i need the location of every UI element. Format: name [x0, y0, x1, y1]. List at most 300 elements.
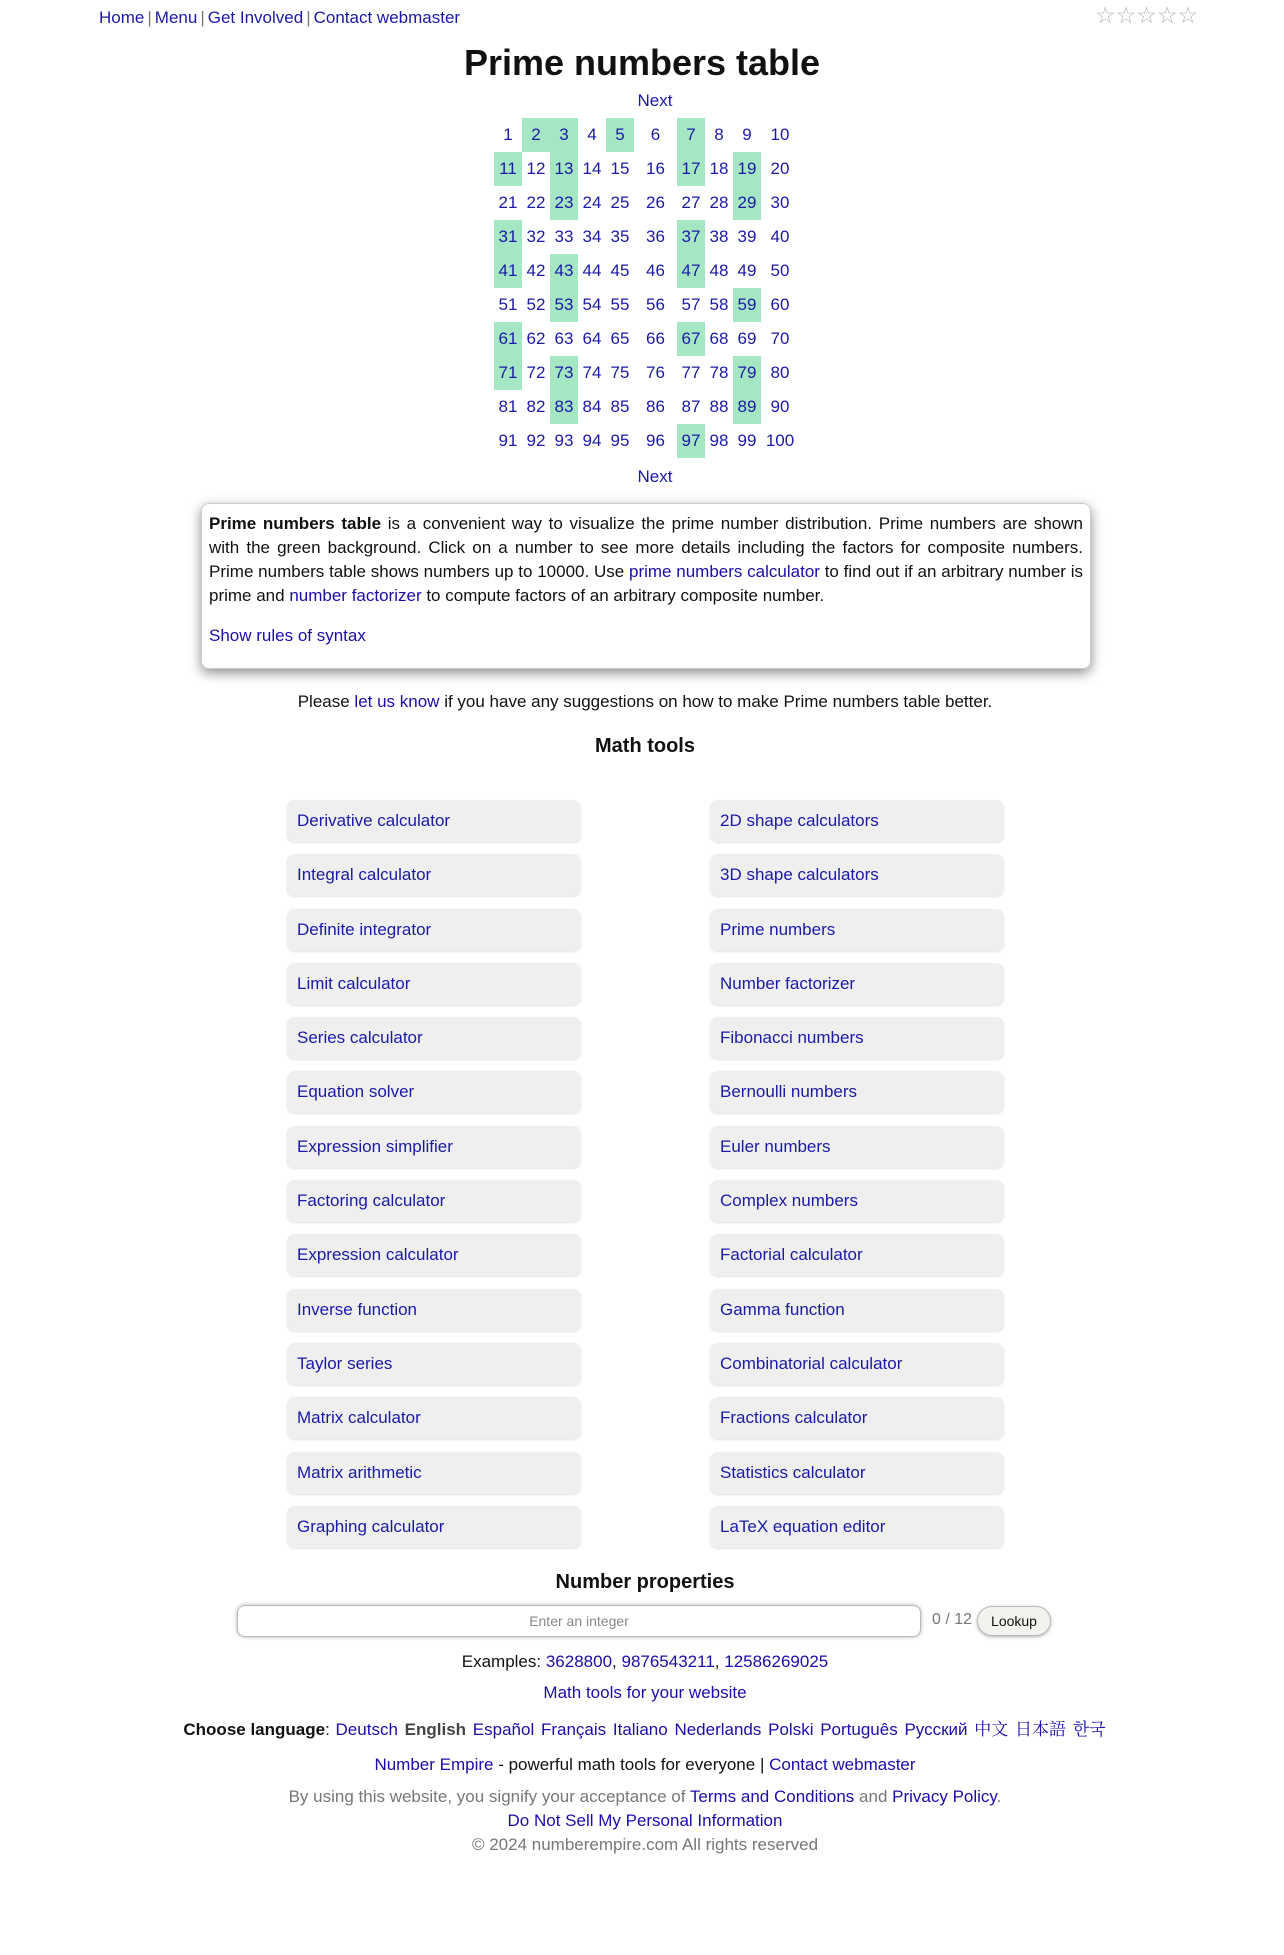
number-link[interactable]: 2 [531, 125, 541, 144]
number-link[interactable]: 73 [554, 363, 574, 382]
grid-row [494, 356, 799, 390]
number-cell [733, 424, 761, 458]
number-cell [761, 424, 799, 458]
number-cell [677, 288, 705, 322]
prime-cell [677, 254, 705, 288]
math-tool-button[interactable]: Series calculator [287, 1017, 581, 1059]
number-cell [705, 424, 733, 458]
number-cell [606, 288, 634, 322]
number-link[interactable]: 82 [526, 397, 546, 416]
number-cell [761, 254, 799, 288]
math-tool-button[interactable]: Fibonacci numbers [710, 1017, 1004, 1059]
number-cell [761, 322, 799, 356]
description-part: to find out if an arbitrary number is prime and [209, 562, 1083, 605]
prime-cell [494, 254, 522, 288]
number-link[interactable]: 8 [714, 125, 724, 144]
footer-brand-line [0, 1755, 1284, 1775]
language-colon: : [325, 1720, 335, 1739]
number-link[interactable]: 87 [681, 397, 701, 416]
number-link[interactable]: 38 [709, 227, 729, 246]
terms-line [0, 1787, 1284, 1807]
number-cell [606, 186, 634, 220]
number-cell [494, 186, 522, 220]
top-nav [99, 8, 460, 28]
show-syntax-rules-link[interactable]: Show rules of syntax [209, 626, 366, 645]
number-link[interactable]: 45 [610, 261, 630, 280]
number-link[interactable]: 66 [646, 329, 665, 348]
number-cell [522, 220, 550, 254]
number-link[interactable]: 23 [554, 193, 574, 212]
star-icon[interactable]: ☆ [1115, 2, 1137, 28]
description-box [201, 503, 1091, 669]
number-cell [550, 424, 578, 458]
number-link[interactable]: 90 [770, 397, 790, 416]
number-link[interactable]: 35 [610, 227, 630, 246]
number-link[interactable]: 47 [681, 261, 701, 280]
grid-row [494, 288, 799, 322]
prime-cell [606, 118, 634, 152]
language-link[interactable]: Polski [768, 1720, 814, 1739]
examples-sep: , [714, 1652, 725, 1671]
number-cell [522, 254, 550, 288]
number-cell [578, 390, 606, 424]
grid-row [494, 322, 799, 356]
number-link[interactable]: 33 [554, 227, 574, 246]
number-cell [634, 322, 677, 356]
suggest-pre: Please [297, 692, 355, 711]
number-link[interactable]: 39 [737, 227, 757, 246]
math-tool-button[interactable]: Combinatorial calculator [710, 1343, 1004, 1385]
number-link[interactable]: 91 [498, 431, 518, 450]
number-link[interactable]: 79 [737, 363, 757, 382]
number-link[interactable]: 11 [499, 159, 517, 178]
math-tool-button[interactable]: 3D shape calculators [710, 854, 1004, 896]
number-cell [634, 186, 677, 220]
number-link[interactable]: 4 [587, 125, 597, 144]
page-title: Prime numbers table [463, 42, 821, 83]
math-tool-button[interactable]: Euler numbers [710, 1126, 1004, 1168]
math-tool-button[interactable]: Definite integrator [287, 909, 581, 951]
privacy-link[interactable]: Privacy Policy [892, 1787, 997, 1806]
number-cell [733, 220, 761, 254]
number-link[interactable]: 81 [498, 397, 518, 416]
language-link[interactable]: 日本語 [1015, 1720, 1066, 1739]
number-cell [634, 152, 677, 186]
math-tool-button[interactable]: Number factorizer [710, 963, 1004, 1005]
prime-cell [550, 356, 578, 390]
number-link[interactable]: 92 [526, 431, 546, 450]
nav-separator: | [306, 8, 311, 27]
math-tool-button[interactable]: Expression simplifier [287, 1126, 581, 1168]
number-cell [705, 220, 733, 254]
footer-contact-link[interactable]: Contact webmaster [769, 1755, 916, 1774]
math-tools-title: Math tools [595, 735, 695, 757]
number-link[interactable]: 76 [646, 363, 665, 382]
number-link[interactable]: 46 [646, 261, 665, 280]
number-link[interactable]: 20 [770, 159, 790, 178]
number-link[interactable]: 97 [681, 431, 701, 450]
math-tool-button[interactable]: Matrix arithmetic [287, 1452, 581, 1494]
number-cell [761, 186, 799, 220]
number-cell [578, 288, 606, 322]
math-tool-button[interactable]: Graphing calculator [287, 1506, 581, 1548]
number-link[interactable]: 89 [737, 397, 757, 416]
description-bold: Prime numbers table [209, 514, 382, 533]
star-icon[interactable]: ☆ [1156, 2, 1178, 28]
number-cell [761, 356, 799, 390]
number-link[interactable]: 28 [709, 193, 729, 212]
language-label: Choose language [183, 1720, 326, 1739]
example-link[interactable]: 9876543211 [621, 1652, 715, 1671]
number-link[interactable]: 27 [681, 193, 701, 212]
math-tool-button[interactable]: Statistics calculator [710, 1452, 1004, 1494]
number-link[interactable]: 26 [646, 193, 665, 212]
prime-cell [522, 118, 550, 152]
number-cell [494, 118, 522, 152]
number-link[interactable]: 85 [610, 397, 630, 416]
math-tool-button[interactable]: Complex numbers [710, 1180, 1004, 1222]
prime-cell [733, 390, 761, 424]
number-cell [606, 254, 634, 288]
number-cell [705, 118, 733, 152]
number-link[interactable]: 40 [770, 227, 790, 246]
number-link[interactable]: 84 [582, 397, 602, 416]
math-tool-button[interactable]: Equation solver [287, 1071, 581, 1113]
number-cell [578, 356, 606, 390]
math-tool-button[interactable]: Bernoulli numbers [710, 1071, 1004, 1113]
math-tools-right-column [710, 800, 1004, 1560]
number-cell [522, 288, 550, 322]
number-cell [677, 186, 705, 220]
number-cell [761, 220, 799, 254]
language-link[interactable]: 中文 [974, 1720, 1009, 1739]
examples-sep: , [612, 1652, 622, 1671]
prime-cell [677, 118, 705, 152]
number-link[interactable]: 18 [709, 159, 729, 178]
language-link[interactable]: Русский [904, 1720, 968, 1739]
number-link[interactable]: 72 [526, 363, 546, 382]
number-link[interactable]: 5 [615, 125, 625, 144]
number-link[interactable]: 50 [770, 261, 790, 280]
grid-row [494, 220, 799, 254]
number-link[interactable]: 3 [559, 125, 569, 144]
number-link[interactable]: 98 [709, 431, 729, 450]
number-link[interactable]: 78 [709, 363, 729, 382]
number-cell [522, 322, 550, 356]
number-cell [634, 118, 677, 152]
prime-cell [677, 322, 705, 356]
number-link[interactable]: 53 [554, 295, 574, 314]
number-cell [705, 322, 733, 356]
number-link[interactable]: 19 [737, 159, 757, 178]
website-tools-link[interactable]: Math tools for your website [543, 1683, 747, 1702]
suggestion-line [0, 692, 1284, 712]
number-cell [634, 356, 677, 390]
number-cell [494, 424, 522, 458]
number-link[interactable]: 62 [526, 329, 546, 348]
math-tool-button[interactable]: Prime numbers [710, 909, 1004, 951]
nav-home-link[interactable]: Home [99, 8, 145, 27]
rating-stars [1095, 2, 1198, 29]
number-factorizer-link[interactable]: number factorizer [289, 586, 422, 605]
number-link[interactable]: 95 [610, 431, 630, 450]
number-link[interactable]: 44 [582, 261, 602, 280]
number-cell [578, 424, 606, 458]
number-cell [634, 288, 677, 322]
number-cell [606, 356, 634, 390]
number-cell [761, 390, 799, 424]
number-link[interactable]: 69 [737, 329, 757, 348]
number-link[interactable]: 55 [610, 295, 630, 314]
number-cell [606, 390, 634, 424]
nav-get-involved-link[interactable]: Get Involved [207, 8, 304, 27]
number-link[interactable]: 37 [681, 227, 701, 246]
number-link[interactable]: 1 [503, 125, 513, 144]
number-properties-title: Number properties [555, 1571, 735, 1593]
number-cell [677, 390, 705, 424]
number-link[interactable]: 77 [681, 363, 701, 382]
number-link[interactable]: 58 [709, 295, 729, 314]
grid-row [494, 390, 799, 424]
number-link[interactable]: 7 [686, 125, 696, 144]
number-cell [761, 288, 799, 322]
language-link[interactable]: Français [540, 1720, 607, 1739]
terms-link[interactable]: Terms and Conditions [689, 1787, 855, 1806]
number-cell [578, 254, 606, 288]
description-text [209, 512, 1083, 608]
example-link[interactable]: 3628800 [545, 1652, 613, 1671]
language-link[interactable]: Español [472, 1720, 535, 1739]
prime-cell [677, 220, 705, 254]
number-link[interactable]: 24 [582, 193, 602, 212]
number-link[interactable]: 71 [498, 363, 518, 382]
math-tools-left-column [287, 800, 581, 1560]
prime-numbers-calculator-link[interactable]: prime numbers calculator [628, 562, 820, 581]
examples-label: Examples: [461, 1652, 546, 1671]
number-link[interactable]: 49 [737, 261, 757, 280]
number-cell [705, 152, 733, 186]
language-link[interactable]: Italiano [612, 1720, 668, 1739]
math-tool-button[interactable]: Fractions calculator [710, 1397, 1004, 1439]
footer-tagline: - powerful math tools for everyone | [493, 1755, 770, 1774]
language-link[interactable]: Português [820, 1720, 898, 1739]
number-link[interactable]: 17 [681, 159, 701, 178]
number-link[interactable]: 61 [498, 329, 518, 348]
number-link[interactable]: 15 [610, 159, 630, 178]
terms-period: . [996, 1787, 1002, 1806]
math-tool-button[interactable]: Factorial calculator [710, 1234, 1004, 1276]
number-cell [578, 186, 606, 220]
number-cell [550, 220, 578, 254]
next-link-bottom[interactable]: Next [637, 467, 673, 486]
description-part: to compute factors of an arbitrary composite number. [421, 586, 825, 605]
number-link[interactable]: 68 [709, 329, 729, 348]
language-chooser [0, 1715, 1284, 1740]
prime-cell [494, 322, 522, 356]
nav-contact-link[interactable]: Contact webmaster [313, 8, 461, 27]
grid-row [494, 424, 799, 458]
number-link[interactable]: 93 [554, 431, 574, 450]
number-link[interactable]: 21 [498, 193, 518, 212]
prime-cell [494, 220, 522, 254]
prime-cell [733, 186, 761, 220]
prime-numbers-grid [494, 118, 799, 458]
language-link[interactable]: Nederlands [674, 1720, 762, 1739]
number-link[interactable]: 31 [498, 227, 518, 246]
number-empire-link[interactable]: Number Empire [374, 1755, 494, 1774]
number-link[interactable]: 16 [646, 159, 665, 178]
number-cell [606, 220, 634, 254]
number-link[interactable]: 41 [498, 261, 518, 280]
number-cell [578, 118, 606, 152]
char-counter: 0 / 12 [931, 1611, 973, 1628]
math-tool-button[interactable]: Matrix calculator [287, 1397, 581, 1439]
number-link[interactable]: 67 [681, 329, 701, 348]
number-link[interactable]: 34 [582, 227, 602, 246]
next-link-top[interactable]: Next [637, 91, 673, 110]
number-cell [522, 390, 550, 424]
number-link[interactable]: 6 [650, 125, 661, 144]
star-icon[interactable]: ☆ [1136, 2, 1157, 28]
math-tool-button[interactable]: Integral calculator [287, 854, 581, 896]
number-lookup-form [237, 1605, 1057, 1641]
example-link[interactable]: 12586269025 [724, 1652, 829, 1671]
number-cell [522, 356, 550, 390]
language-link[interactable]: Deutsch [335, 1720, 398, 1739]
nav-separator: | [147, 8, 152, 27]
number-cell [606, 152, 634, 186]
number-link[interactable]: 86 [646, 397, 665, 416]
number-link[interactable]: 80 [770, 363, 790, 382]
number-link[interactable]: 99 [737, 431, 757, 450]
number-link[interactable]: 14 [582, 159, 602, 178]
number-link[interactable]: 32 [526, 227, 546, 246]
star-icon[interactable]: ☆ [1095, 2, 1116, 28]
number-cell [705, 254, 733, 288]
number-link[interactable]: 57 [681, 295, 701, 314]
number-link[interactable]: 56 [646, 295, 665, 314]
number-link[interactable]: 51 [498, 295, 518, 314]
grid-row [494, 118, 799, 152]
do-not-sell-link[interactable]: Do Not Sell My Personal Information [507, 1811, 783, 1830]
number-link[interactable]: 13 [554, 159, 574, 178]
number-link[interactable]: 88 [709, 397, 729, 416]
language-link[interactable]: 한국 [1072, 1720, 1106, 1739]
prime-cell [550, 390, 578, 424]
number-link[interactable]: 74 [582, 363, 602, 382]
prime-cell [550, 288, 578, 322]
grid-row [494, 152, 799, 186]
math-tool-button[interactable]: Derivative calculator [287, 800, 581, 842]
prime-cell [733, 356, 761, 390]
number-link[interactable]: 48 [709, 261, 729, 280]
math-tool-button[interactable]: Factoring calculator [287, 1180, 581, 1222]
grid-row [494, 186, 799, 220]
number-cell [522, 424, 550, 458]
number-cell [705, 288, 733, 322]
let-us-know-link[interactable]: let us know [354, 692, 440, 711]
math-tool-button[interactable]: Taylor series [287, 1343, 581, 1385]
number-cell [578, 322, 606, 356]
number-link[interactable]: 30 [770, 193, 790, 212]
number-link[interactable]: 42 [526, 261, 546, 280]
number-cell [634, 390, 677, 424]
number-cell [761, 118, 799, 152]
number-cell [578, 220, 606, 254]
number-cell [522, 186, 550, 220]
prime-cell [677, 424, 705, 458]
nav-menu-link[interactable]: Menu [154, 8, 198, 27]
number-link[interactable]: 59 [737, 295, 757, 314]
number-cell [733, 254, 761, 288]
math-tool-button[interactable]: Expression calculator [287, 1234, 581, 1276]
number-cell [733, 322, 761, 356]
suggest-post: if you have any suggestions on how to make Prime numbers table better. [439, 692, 993, 711]
number-cell [606, 322, 634, 356]
terms-and: and [854, 1787, 893, 1806]
number-cell [606, 424, 634, 458]
prime-cell [550, 186, 578, 220]
number-link[interactable]: 83 [554, 397, 574, 416]
language-link[interactable]: English [404, 1720, 467, 1739]
number-cell [522, 152, 550, 186]
number-link[interactable]: 29 [737, 193, 757, 212]
number-cell [634, 254, 677, 288]
number-cell [634, 424, 677, 458]
number-cell [494, 390, 522, 424]
number-link[interactable]: 60 [770, 295, 790, 314]
number-cell [705, 356, 733, 390]
prime-cell [733, 152, 761, 186]
math-tool-button[interactable]: LaTeX equation editor [710, 1506, 1004, 1548]
number-link[interactable]: 54 [582, 295, 602, 314]
prime-cell [550, 254, 578, 288]
number-link[interactable]: 36 [646, 227, 665, 246]
number-link[interactable]: 10 [770, 125, 790, 144]
number-cell [761, 152, 799, 186]
number-link[interactable]: 63 [554, 329, 574, 348]
math-tool-button[interactable]: Inverse function [287, 1289, 581, 1331]
math-tool-button[interactable]: Gamma function [710, 1289, 1004, 1331]
number-link[interactable]: 43 [554, 261, 574, 280]
nav-separator: | [200, 8, 205, 27]
number-link[interactable]: 52 [526, 295, 546, 314]
math-tool-button[interactable]: 2D shape calculators [710, 800, 1004, 842]
number-link[interactable]: 22 [526, 193, 546, 212]
star-icon[interactable]: ☆ [1177, 2, 1199, 28]
number-link[interactable]: 96 [646, 431, 665, 450]
math-tool-button[interactable]: Limit calculator [287, 963, 581, 1005]
number-link[interactable]: 94 [582, 431, 602, 450]
number-cell [550, 322, 578, 356]
integer-input[interactable] [237, 1605, 921, 1637]
number-link[interactable]: 9 [742, 125, 752, 144]
description-part: is a convenient way to visualize the prime number distribution. Prime numbers are shown with the green background. Click on a number to see more details including the factors for composite numbers. Prime numbers table shows numbers up to 10000. Use [209, 514, 1083, 581]
number-link[interactable]: 100 [765, 431, 795, 450]
number-link[interactable]: 12 [526, 159, 546, 178]
number-link[interactable]: 65 [610, 329, 630, 348]
prime-cell [494, 152, 522, 186]
number-link[interactable]: 70 [770, 329, 790, 348]
number-link[interactable]: 25 [610, 193, 630, 212]
number-link[interactable]: 75 [610, 363, 630, 382]
number-link[interactable]: 64 [582, 329, 602, 348]
number-cell [634, 220, 677, 254]
number-cell [578, 152, 606, 186]
lookup-button[interactable]: Lookup [977, 1606, 1051, 1636]
prime-cell [677, 152, 705, 186]
prime-cell [550, 118, 578, 152]
